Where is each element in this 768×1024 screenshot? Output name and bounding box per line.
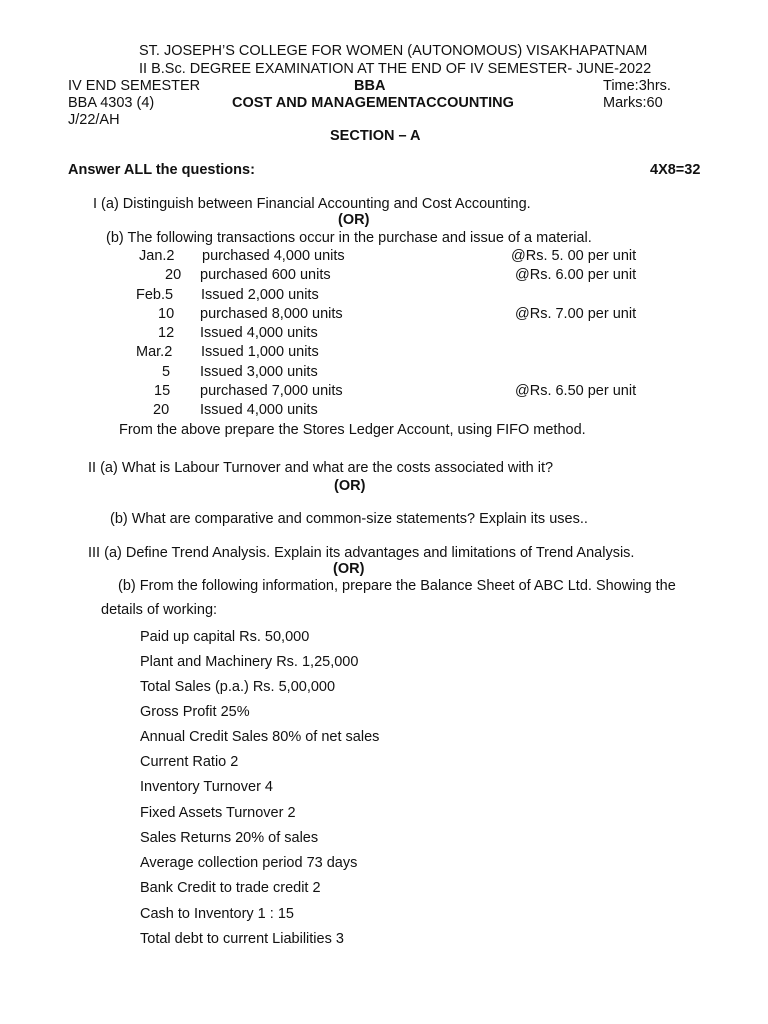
transaction-desc: Issued 4,000 units bbox=[200, 402, 318, 418]
transaction-desc: Issued 1,000 units bbox=[201, 344, 319, 360]
transaction-date: 10 bbox=[158, 306, 175, 322]
transaction-date: 20 bbox=[165, 267, 182, 283]
semester-label: IV END SEMESTER bbox=[68, 78, 201, 94]
section-instruction: Answer ALL the questions: bbox=[68, 162, 255, 178]
list-item: Inventory Turnover 4 bbox=[140, 779, 273, 795]
time-label: Time:3hrs. bbox=[603, 78, 671, 94]
list-item: Average collection period 73 days bbox=[140, 855, 358, 871]
q3-part-a: III (a) Define Trend Analysis. Explain its advantages and limitations of Trend Analysis. bbox=[88, 545, 635, 561]
list-item: Sales Returns 20% of sales bbox=[140, 830, 319, 846]
q1-or: (OR) bbox=[338, 212, 370, 228]
transaction-date: Jan.2 bbox=[139, 248, 175, 264]
program-label: BBA bbox=[354, 78, 386, 94]
transaction-desc: purchased 600 units bbox=[200, 267, 331, 283]
course-title: COST AND MANAGEMENTACCOUNTING bbox=[232, 95, 514, 111]
transaction-desc: purchased 8,000 units bbox=[200, 306, 343, 322]
transaction-date: 15 bbox=[154, 383, 171, 399]
q2-or: (OR) bbox=[334, 478, 366, 494]
list-item: Total Sales (p.a.) Rs. 5,00,000 bbox=[140, 679, 336, 695]
transaction-rate: @Rs. 7.00 per unit bbox=[515, 306, 637, 322]
transaction-desc: Issued 2,000 units bbox=[201, 287, 319, 303]
transaction-rate: @Rs. 6.50 per unit bbox=[515, 383, 637, 399]
list-item: Annual Credit Sales 80% of net sales bbox=[140, 729, 380, 745]
course-code: BBA 4303 (4) bbox=[68, 95, 155, 111]
list-item: Gross Profit 25% bbox=[140, 704, 250, 720]
transaction-desc: purchased 4,000 units bbox=[202, 248, 345, 264]
list-item: Cash to Inventory 1 : 15 bbox=[140, 906, 294, 922]
transaction-date: Feb.5 bbox=[136, 287, 174, 303]
q3-part-b: (b) From the following information, prepare the Balance Sheet of ABC Ltd. Showing the bbox=[118, 578, 676, 594]
transaction-desc: Issued 4,000 units bbox=[200, 325, 318, 341]
list-item: Fixed Assets Turnover 2 bbox=[140, 805, 296, 821]
q1-part-a: I (a) Distinguish between Financial Accounting and Cost Accounting. bbox=[93, 196, 531, 212]
q2-part-b: (b) What are comparative and common-size statements? Explain its uses.. bbox=[110, 511, 588, 527]
q1-part-b: (b) The following transactions occur in the purchase and issue of a material. bbox=[106, 230, 592, 246]
section-title: SECTION – A bbox=[330, 128, 421, 144]
transaction-desc: purchased 7,000 units bbox=[200, 383, 343, 399]
list-item: Paid up capital Rs. 50,000 bbox=[140, 629, 310, 645]
marks-label: Marks:60 bbox=[603, 95, 663, 111]
q2-part-a: II (a) What is Labour Turnover and what are the costs associated with it? bbox=[88, 460, 554, 476]
transaction-date: 12 bbox=[158, 325, 175, 341]
q3-part-b-continued: details of working: bbox=[101, 602, 218, 618]
paper-code: J/22/AH bbox=[68, 112, 120, 128]
list-item: Plant and Machinery Rs. 1,25,000 bbox=[140, 654, 359, 670]
list-item: Bank Credit to trade credit 2 bbox=[140, 880, 321, 896]
q1-closing: From the above prepare the Stores Ledger Account, using FIFO method. bbox=[119, 422, 586, 438]
transaction-desc: Issued 3,000 units bbox=[200, 364, 318, 380]
transaction-rate: @Rs. 5. 00 per unit bbox=[511, 248, 637, 264]
transaction-date: Mar.2 bbox=[136, 344, 173, 360]
q3-or: (OR) bbox=[333, 561, 365, 577]
list-item: Current Ratio 2 bbox=[140, 754, 239, 770]
exam-title: II B.Sc. DEGREE EXAMINATION AT THE END OF IV SEMESTER- JUNE-2022 bbox=[139, 61, 652, 77]
section-marks: 4X8=32 bbox=[650, 162, 701, 178]
transaction-date: 5 bbox=[162, 364, 171, 380]
transaction-rate: @Rs. 6.00 per unit bbox=[515, 267, 637, 283]
list-item: Total debt to current Liabilities 3 bbox=[140, 931, 344, 947]
college-name: ST. JOSEPH’S COLLEGE FOR WOMEN (AUTONOMOUS) VISAKHAPATNAM bbox=[139, 43, 648, 59]
transaction-date: 20 bbox=[153, 402, 170, 418]
